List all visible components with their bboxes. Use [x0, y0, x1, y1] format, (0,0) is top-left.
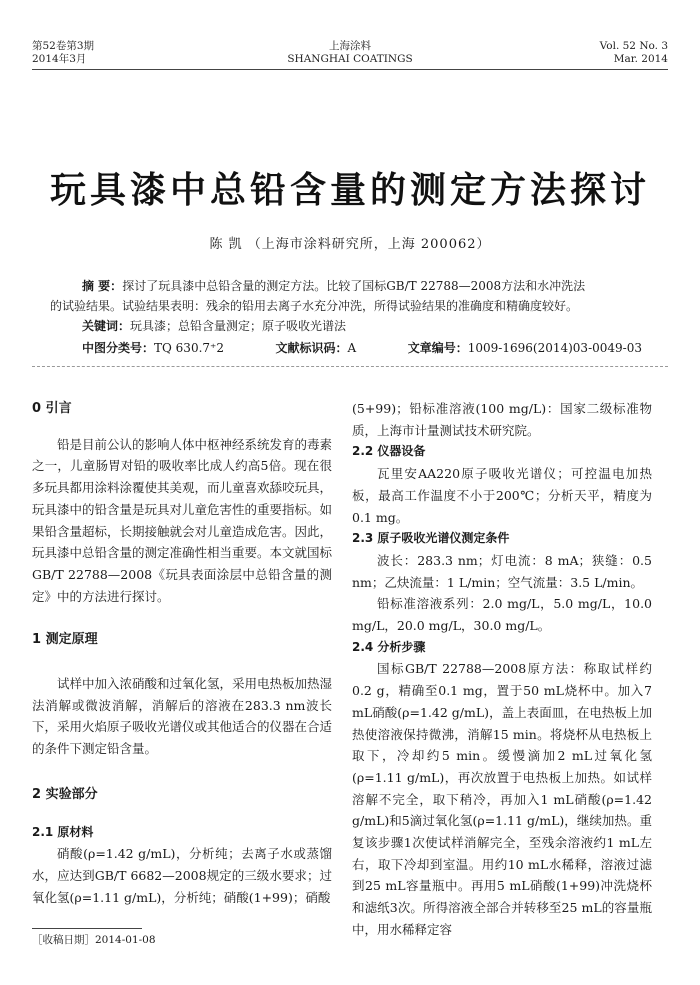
header-center — [0, 40, 700, 66]
abstract-line-2: 的试验结果。试验结果表明：残余的铅用去离子水充分冲洗，所得试验结果的准确度和精确度较好。 — [50, 299, 579, 313]
header-rule — [32, 69, 668, 70]
classification-row — [82, 338, 642, 358]
section-2-4-paragraph: 国标GB/T 22788—2008原方法：称取试样约0.2 g，精确至0.1 mg，置于50 mL烧杯中。加入7 mL硝酸(ρ=1.42 g/mL)，盖上表面皿，在电热板上加热使溶液保持微沸，消解15 min。将烧杯从电热板上取下，冷却约5 min。缓慢滴加2 mL过氧化氢(ρ=1.11 g/mL)，再次放置于电热板上加热。如试样溶解不完全，取下稍冷，再加入1 mL硝酸(ρ=1.42 g/mL)和5滴过氧化氢(ρ=1.11 g/mL)，继续加热。重复该步骤1次使试样消解完全，至残余溶液约1 mL左右，取下冷却到室温。用约10 mL水稀释，溶液过滤到25 mL容量瓶中。再用5 mL硝酸(1+99)冲洗烧杯和滤纸3次。所得溶液全部合并转移至25 mL的容量瓶中，用水稀释定容 — [352, 661, 652, 937]
continued-paragraph: (5+99)；铅标准溶液(100 mg/L)：国家二级标准物质，上海市计量测试技术研究院。 — [352, 401, 652, 438]
section-2-3-paragraph-2: 铅标准溶液系列：2.0 mg/L，5.0 mg/L，10.0 mg/L，20.0 mg/L，30.0 mg/L。 — [352, 596, 652, 634]
abstract-rule — [32, 366, 668, 367]
journal-name-en: SHANGHAI COATINGS — [287, 53, 413, 65]
article-number: 文章编号：1009-1696(2014)03-0049-03 — [407, 341, 642, 355]
abstract-text-1: 探讨了玩具漆中总铅含量的测定方法。比较了国标GB/T 22788—2008方法和水冲洗法 — [122, 279, 586, 293]
keywords-text: 玩具漆；总铅含量测定；原子吸收光谱法 — [130, 319, 347, 333]
section-2-2-paragraph: 瓦里安AA220原子吸收光谱仪；可控温电加热板，最高工作温度不小于200℃；分析天平，精度为0.1 mg。 — [352, 466, 652, 525]
section-2-3-title: 2.3 原子吸收光谱仪测定条件 — [352, 531, 510, 546]
section-2-1-title: 2.1 原材料 — [32, 824, 94, 839]
document-code: 文献标识码：A — [275, 341, 357, 355]
date-en: Mar. 2014 — [613, 53, 668, 65]
footnote-rule — [32, 928, 142, 929]
volume-issue-cn: 第52卷第3期 — [32, 40, 95, 52]
section-2-2-title: 2.2 仪器设备 — [352, 444, 426, 459]
section-2-1-paragraph: 硝酸(ρ=1.42 g/mL)，分析纯；去离子水或蒸馏水，应达到GB/T 6682—2008规定的三级水要求；过氧化氢(ρ=1.11 g/mL)，分析纯；硝酸(1+99)；硝酸 — [32, 846, 332, 905]
left-column — [32, 398, 332, 908]
section-0-paragraph: 铅是目前公认的影响人体中枢神经系统发育的毒素之一，儿童肠胃对铅的吸收率比成人约高5倍。现在很多玩具都用涂料涂覆使其美观，而儿童喜欢舔咬玩具，玩具漆中的铅含量是玩具对儿童危害性的重要指标。如果铅含量超标，长期接触就会对儿童造成危害。因此，玩具漆中总铅含量的测定准确性相当重要。本文就国标GB/T 22788—2008《玩具表面涂层中总铅含量的测定》中的方法进行探讨。 — [32, 436, 333, 604]
date-cn: 2014年3月 — [32, 53, 87, 65]
section-0-title: 0 引言 — [32, 401, 72, 416]
right-column — [352, 398, 652, 941]
author-affiliation: 陈 凯 （上海市涂料研究所，上海 200062） — [209, 237, 491, 252]
abstract-line-1 — [82, 276, 657, 296]
keywords-label: 关键词： — [82, 319, 131, 333]
section-2-title: 2 实验部分 — [32, 786, 98, 802]
keywords — [82, 316, 687, 336]
abstract-label: 摘 要： — [82, 279, 123, 293]
header-right — [600, 40, 668, 66]
section-2-3-paragraph-1: 波长：283.3 nm；灯电流：8 mA；狭缝：0.5 nm；乙炔流量：1 L/min；空气流量：3.5 L/min。 — [352, 552, 652, 590]
clc-number: 中图分类号：TQ 630.7⁺2 — [82, 341, 224, 355]
section-2-4-title: 2.4 分析步骤 — [352, 639, 426, 654]
journal-name-cn: 上海涂料 — [329, 40, 371, 52]
paper-title: 玩具漆中总铅含量的测定方法探讨 — [49, 170, 650, 211]
volume-issue-en: Vol. 52 No. 3 — [599, 40, 668, 52]
section-1-paragraph: 试样中加入浓硝酸和过氧化氢，采用电热板加热湿法消解或微波消解，消解后的溶液在283.3 nm波长下，采用火焰原子吸收光谱仪或其他适合的仪器在合适的条件下测定铅含量。 — [32, 676, 333, 757]
section-1-title: 1 测定原理 — [32, 632, 98, 648]
received-date-footnote: ［收稿日期］2014-01-08 — [32, 934, 156, 946]
